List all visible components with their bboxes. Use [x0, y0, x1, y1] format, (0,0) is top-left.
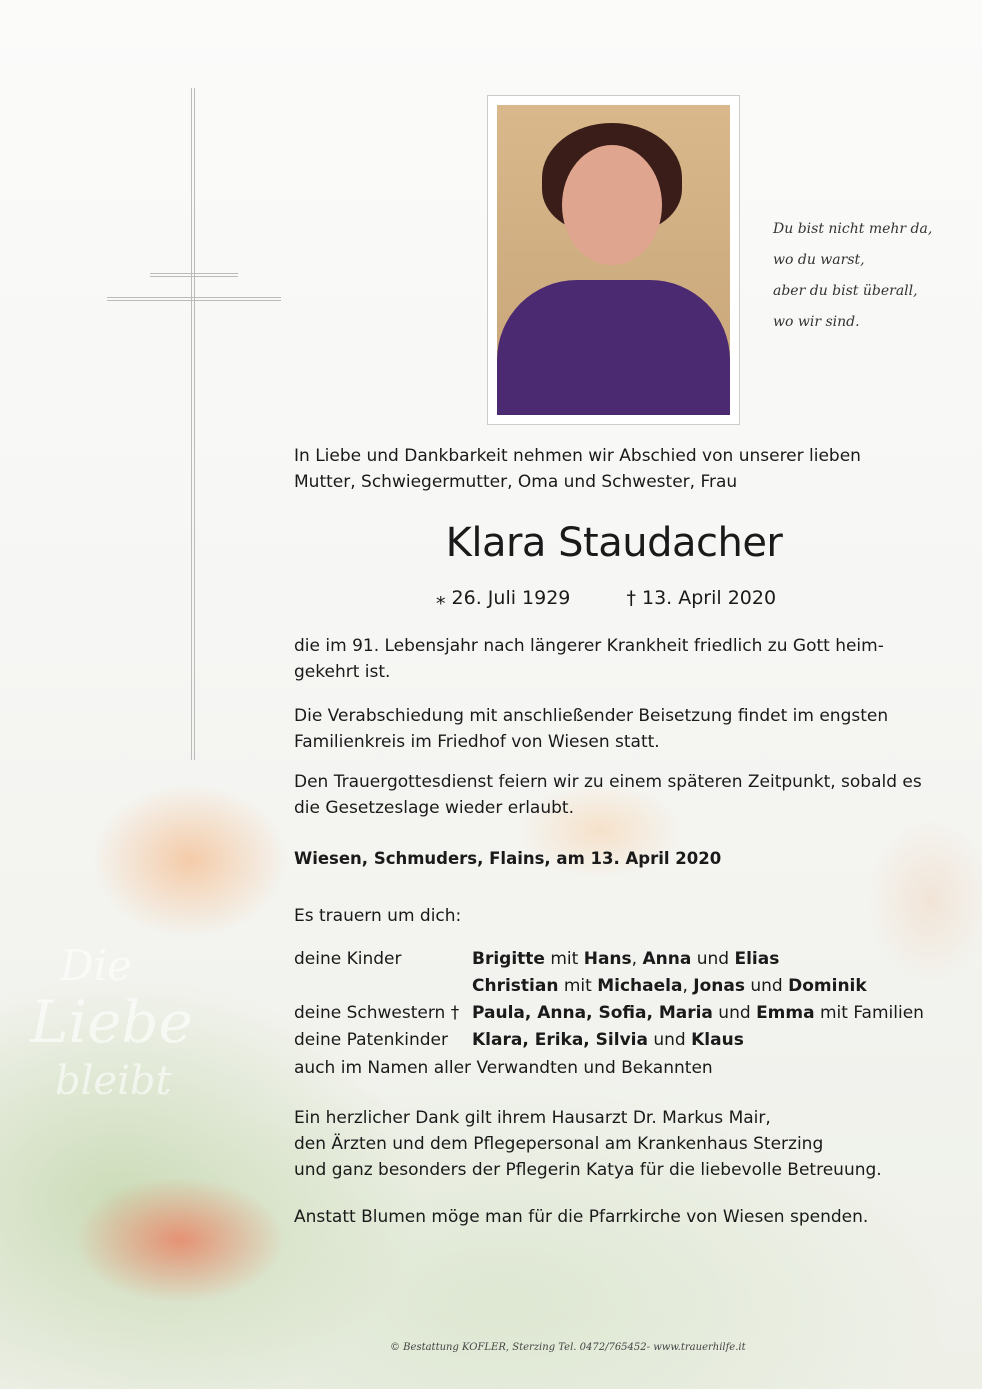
family-member-name: Jonas	[693, 976, 745, 996]
family-row	[294, 1000, 924, 1027]
family-member-name: Brigitte	[472, 949, 545, 969]
family-member-name: Dominik	[788, 976, 867, 996]
connector-text: ,	[631, 949, 643, 969]
connector-text: mit Familien	[814, 1003, 924, 1023]
family-relation	[294, 973, 472, 1000]
watermark-line: bleibt	[55, 1058, 172, 1104]
family-member-name: Klaus	[691, 1030, 744, 1050]
relatives-line: auch im Namen aller Verwandten und Bekannten	[294, 1058, 713, 1078]
connector-text: und	[744, 976, 789, 996]
family-member-name: Christian	[472, 976, 559, 996]
thanks-line: und ganz besonders der Pflegerin Katya für die liebevolle Betreuung.	[294, 1160, 882, 1180]
connector-text: ,	[682, 976, 694, 996]
family-names	[472, 946, 779, 973]
connector-text: mit	[558, 976, 598, 996]
poem	[773, 214, 932, 338]
cross-icon	[191, 88, 195, 760]
poem-line: aber du bist überall,	[773, 283, 918, 299]
connector-text: mit	[544, 949, 584, 969]
family-names	[472, 1027, 744, 1054]
watermark	[30, 941, 193, 1104]
paragraph: Die Verabschiedung mit anschließender Beisetzung findet im engsten Familienkreis im Friedhof von Wiesen statt.	[294, 706, 889, 752]
poem-line: wo du warst,	[773, 252, 865, 268]
birth-date: ⁎ 26. Juli 1929	[436, 587, 571, 609]
family-member-name: Hans	[583, 949, 632, 969]
family-row	[294, 946, 924, 973]
family-relation: deine Patenkinder	[294, 1030, 448, 1050]
family-names	[472, 973, 867, 1000]
cross-bar	[150, 273, 238, 277]
family-member-name: Klara, Erika, Silvia	[472, 1030, 648, 1050]
paragraph: die im 91. Lebensjahr nach längerer Krankheit friedlich zu Gott heim-gekehrt ist.	[294, 636, 884, 682]
family-list	[294, 946, 924, 1054]
family-member-name: Michaela	[597, 976, 683, 996]
deceased-name: Klara Staudacher	[445, 520, 783, 566]
thanks-line: den Ärzten und dem Pflegepersonal am Krankenhaus Sterzing	[294, 1134, 824, 1154]
watermark-line: Liebe	[30, 988, 193, 1056]
connector-text: und	[647, 1030, 692, 1050]
mourners-intro: Es trauern um dich:	[294, 906, 462, 926]
place-date: Wiesen, Schmuders, Flains, am 13. April 2020	[294, 849, 722, 868]
watermark-line: Die	[60, 941, 132, 990]
connector-text: und	[691, 949, 735, 969]
family-member-name: Paula, Anna, Sofia, Maria	[472, 1003, 713, 1023]
family-member-name: Anna	[642, 949, 692, 969]
thanks-line: Ein herzlicher Dank gilt ihrem Hausarzt Dr. Markus Mair,	[294, 1108, 771, 1128]
family-relation: deine Kinder	[294, 949, 402, 969]
paragraph: Den Trauergottesdienst feiern wir zu einem späteren Zeitpunkt, sobald es die Gesetzeslage wieder erlaubt.	[294, 772, 922, 818]
intro-text: In Liebe und Dankbarkeit nehmen wir Abschied von unserer lieben Mutter, Schwiegermutter, Oma und Schwester, Frau	[294, 446, 861, 492]
flowers-note: Anstatt Blumen möge man für die Pfarrkirche von Wiesen spenden.	[294, 1207, 869, 1227]
family-member-name: Emma	[756, 1003, 815, 1023]
dates	[436, 587, 826, 609]
thanks-text	[294, 1105, 924, 1183]
death-date: † 13. April 2020	[626, 587, 777, 609]
cross-bar	[107, 297, 281, 301]
footer-credit: © Bestattung KOFLER, Sterzing Tel. 0472/765452- www.trauerhilfe.it	[390, 1342, 746, 1353]
family-row	[294, 1027, 924, 1054]
poem-line: Du bist nicht mehr da,	[773, 221, 933, 237]
family-member-name: Elias	[734, 949, 780, 969]
connector-text: und	[712, 1003, 757, 1023]
family-relation: deine Schwestern †	[294, 1003, 460, 1023]
portrait-photo	[487, 95, 740, 425]
family-names	[472, 1000, 924, 1027]
family-row	[294, 973, 924, 1000]
poem-line: wo wir sind.	[773, 314, 860, 330]
